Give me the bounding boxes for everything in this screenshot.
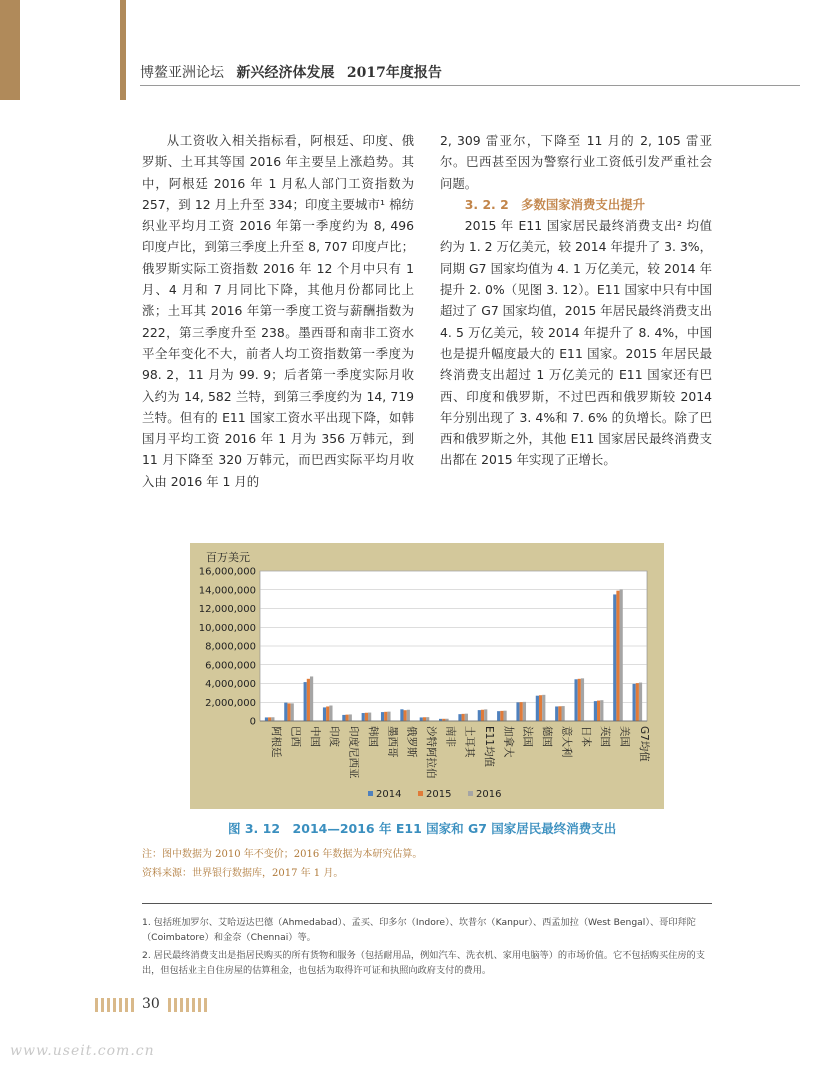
x-tick-label: 印度 [328,726,341,747]
bar-2015 [423,717,426,721]
legend-label: 2015 [426,789,452,800]
x-tick-label: 意大利 [560,726,573,758]
y-tick-label: 6,000,000 [205,660,256,672]
decorative-top-strip [120,0,126,100]
bar-2015 [578,679,581,721]
bar-2015 [307,679,310,721]
decorative-side-bar [0,0,20,100]
section-heading: 3. 2. 2 多数国家消费支出提升 [464,196,645,212]
y-tick-label: 10,000,000 [198,622,256,634]
bar-2015 [539,695,542,721]
legend-swatch [368,791,373,796]
decorative-stripes [168,998,207,1012]
x-tick-label: 土耳其 [463,726,476,758]
x-tick-label: 美国 [618,726,631,747]
bar-2014 [284,703,287,721]
bar-2016 [368,713,371,721]
y-tick-label: 4,000,000 [205,679,256,690]
x-tick-label: 南非 [444,726,457,747]
x-tick-label: 加拿大 [502,726,515,758]
bar-2014 [536,696,539,721]
chart-svg [190,543,664,809]
bar-2014 [613,594,616,721]
x-tick-label: E11均值 [483,726,496,767]
footnote-rule [142,903,712,904]
bar-2015 [268,717,271,721]
bar-2014 [362,713,365,721]
y-axis-label: 百万美元 [206,551,250,564]
header-report: 2017年度报告 [346,65,442,81]
paragraph: 从工资收入相关指标看，阿根廷、印度、俄罗斯、土耳其等国 2016 年主要呈上涨趋势。其中，阿根廷 2016 年 1 月私人部门工资指数为 257，到 12 月上升至 334；印度主要城市¹ 棉纺织业平均月工资 2016 年第一季度约为 8, 496 印度卢比，到第三季度上升至 8, 707 印度卢比；俄罗斯实际工资指数 2016 年 12 个月中只有 1 月、4 月和 7 月同比下降，其他月份都同比上涨；土耳其 2016 年第一季度工资与薪酬指数为 222，第三季度升至 238。墨西哥和南非工资水平全年变化不大，前者人均工资指数第一季度为 98. 2，11 月为 99. 9；后者第一季度实际月收入约为 14, 582 兰特，到第三季度约为 14, 719 兰特。但有的 E11 国家工资水平出现下降，如韩国月平均工资 2016 年 1 月为 356 万韩元，到 11 月下降至 320 万韩元，而巴西实际平均月收入由 2016 年 1 月的 [142,133,414,489]
x-tick-label: 墨西哥 [386,726,399,758]
bar-2016 [503,711,506,721]
footnote-1: 1. 包括班加罗尔、艾哈迈达巴德（Ahmedabad）、孟买、印多尔（Indore）、坎普尔（Kanpur）、西孟加拉（West Bengal）、哥印拜陀（Coimbatore）和金奈（Chennai）等。 [142,917,696,943]
bar-2016 [271,717,274,721]
right-column [440,130,712,471]
bar-2015 [597,701,600,721]
y-tick-label: 16,000,000 [198,566,256,578]
x-tick-label: 德国 [541,726,554,747]
x-tick-label: 中国 [308,726,321,747]
bar-2014 [574,679,577,721]
bar-2014 [400,709,403,721]
header-topic: 新兴经济体发展 [236,65,335,81]
consumption-chart [190,543,664,809]
page-number: 30 [142,996,160,1012]
bar-2015 [326,706,329,721]
x-tick-label: 法国 [521,726,534,747]
x-tick-label: 巴西 [289,726,302,747]
bar-2016 [426,717,429,721]
y-tick-label: 2,000,000 [205,697,256,709]
y-tick-label: 12,000,000 [198,604,256,615]
figure-note: 注：图中数据为 2010 年不变价；2016 年数据为本研究估算。 [142,849,423,860]
x-tick-label: 沙特阿拉伯 [424,726,437,779]
footnote-2: 2. 居民最终消费支出是指居民购买的所有货物和服务（包括耐用品，例如汽车、洗衣机、家用电脑等）的市场价值。它不包括购买住房的支出，但包括业主自住房屋的估算租金，也包括为取得许可证和执照向政府支付的费用。 [142,950,705,976]
paragraph: 2015 年 E11 国家居民最终消费支出² 均值约为 1. 2 万亿美元，较 2014 年提升了 3. 3%，同期 G7 国家均值为 4. 1 万亿美元，较 2014 年提升 2. 0%（见图 3. 12）。E11 国家中只有中国超过了 G7 国家均值，2015 年居民最终消费支出 4. 5 万亿美元，较 2014 年提升了 8. 4%，中国也是提升幅度最大的 E11 国家。2015 年居民最终消费支出超过 1 万亿美元的 E11 国家还有巴西、印度和俄罗斯，不过巴西和俄罗斯较 2014 年分别出现了 3. 4%和 7. 6% 的负增长。除了巴西和俄罗斯之外，其他 E11 国家居民最终消费支出都在 2015 年实现了正增长。 [440,218,712,468]
watermark: www.useit.com.cn [10,1043,155,1059]
bar-2015 [384,712,387,721]
bar-2015 [481,710,484,721]
decorative-stripes [95,998,134,1012]
bar-2014 [458,714,461,721]
bar-2014 [304,682,307,721]
bar-2016 [310,676,313,721]
y-tick-label: 0 [249,716,256,728]
bar-2016 [542,695,545,721]
legend-swatch [468,791,473,796]
bar-2015 [636,683,639,721]
figure-caption: 图 3. 12 2014—2016 年 E11 国家和 G7 国家居民最终消费支出 [228,821,617,836]
bar-2015 [287,703,290,721]
x-tick-label: 日本 [579,726,592,747]
header-forum: 博鳌亚洲论坛 [140,65,224,81]
bar-2016 [291,703,294,721]
bar-2016 [523,702,526,721]
figure-source: 资料来源：世界银行数据库，2017 年 1 月。 [142,868,344,879]
x-tick-label: 阿根廷 [270,726,283,758]
x-tick-label: 俄罗斯 [405,726,418,758]
bar-2016 [465,714,468,721]
bar-2015 [404,710,407,721]
running-header [140,62,450,82]
bar-2015 [462,714,465,721]
legend-label: 2016 [476,789,502,800]
legend-swatch [418,791,423,796]
bar-2014 [478,710,481,721]
y-tick-label: 8,000,000 [205,641,256,653]
bar-2016 [639,683,642,721]
bar-2015 [558,706,561,721]
header-rule [140,85,800,86]
bar-2014 [497,711,500,721]
bar-2014 [265,717,268,721]
left-column [142,130,414,492]
bar-2014 [516,702,519,721]
bar-2014 [323,707,326,721]
y-tick-label: 14,000,000 [198,585,256,597]
bar-2014 [633,684,636,721]
x-tick-label: G7均值 [637,726,650,762]
bar-2016 [349,714,352,721]
bar-2016 [620,589,623,721]
bar-2015 [365,713,368,721]
x-tick-label: 印度尼西亚 [347,726,360,779]
bar-2016 [329,706,332,721]
legend-label: 2014 [376,789,402,800]
bar-2014 [594,701,597,721]
bar-2016 [562,706,565,721]
x-tick-label: 韩国 [366,726,379,747]
bar-2016 [600,700,603,721]
bar-2014 [342,715,345,721]
paragraph: 2, 309 雷亚尔，下降至 11 月的 2, 105 雷亚尔。巴西甚至因为警察行业工资低引发严重社会问题。 [440,133,712,191]
bar-2015 [500,711,503,721]
bar-2016 [407,710,410,721]
bar-2015 [345,715,348,721]
bar-2016 [581,678,584,721]
bar-2014 [381,712,384,721]
bar-2015 [616,591,619,721]
bar-2016 [484,709,487,721]
x-tick-label: 英国 [599,726,612,747]
bar-2014 [555,706,558,721]
bar-2016 [387,712,390,721]
bar-2014 [420,717,423,721]
bar-2015 [520,702,523,721]
